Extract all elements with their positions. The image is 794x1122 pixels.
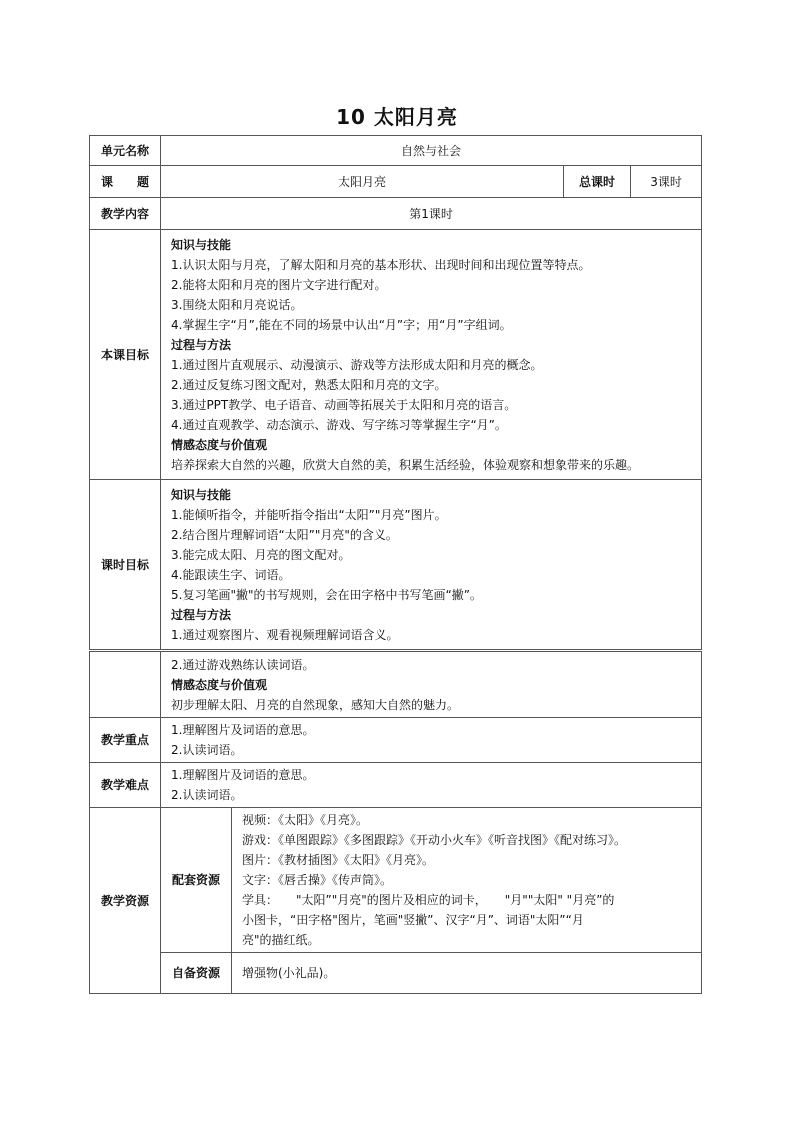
total-hours-value: 3课时 — [631, 166, 702, 198]
supporting-resource-line: 视频：《太阳》《月亮》。 — [242, 813, 369, 827]
lesson-goal-line: 2.结合图片理解词语“太阳”"月亮"的含义。 — [171, 527, 398, 542]
topic-label: 课 题 — [90, 166, 161, 198]
lesson-goal-heading: 知识与技能 — [171, 487, 232, 502]
course-goal-line: 1.通过图片直观展示、动漫演示、游戏等方法形成太阳和月亮的概念。 — [171, 357, 543, 372]
course-goal-line: 3.围绕太阳和月亮说话。 — [171, 297, 303, 312]
course-goal-heading: 情感态度与价值观 — [171, 437, 268, 452]
resources-label: 教学资源 — [90, 808, 161, 994]
course-goal-heading: 过程与方法 — [171, 337, 232, 352]
course-goal-line: 4.掌握生字“月”,能在不同的场景中认出“月”字；用“月”字组词。 — [171, 317, 512, 332]
course-goal-line: 3.通过PPT教学、电子语音、动画等拓展关于太阳和月亮的语言。 — [171, 397, 517, 412]
lesson-goal-heading: 情感态度与价值观 — [171, 677, 268, 692]
supporting-resources-list — [242, 810, 691, 950]
course-goals-label: 本课目标 — [90, 230, 161, 480]
lesson-goal-line: 4.能跟读生字、词语。 — [171, 567, 291, 582]
difficulty-line: 1.理解图片及词语的意思。 — [171, 768, 315, 782]
course-goal-line: 2.能将太阳和月亮的图片文字进行配对。 — [171, 277, 387, 292]
topic-value: 太阳月亮 — [161, 166, 564, 198]
course-goal-line: 4.通过直观教学、动态演示、游戏、写字练习等掌握生字“月”。 — [171, 417, 507, 432]
key-points-content — [161, 718, 702, 763]
course-goals-content — [161, 230, 702, 480]
unit-value: 自然与社会 — [161, 136, 702, 166]
course-goal-line: 2.通过反复练习图文配对，熟悉太阳和月亮的文字。 — [171, 377, 447, 392]
difficulties-label: 教学难点 — [90, 763, 161, 808]
lesson-plan-table-continued — [89, 651, 702, 994]
lesson-goals-continued-list — [171, 655, 691, 715]
difficulties-content — [161, 763, 702, 808]
supporting-resource-line: 文字：《唇舌操》《传声筒》。 — [242, 873, 393, 887]
content-value: 第1课时 — [161, 198, 702, 230]
supporting-resources-label: 配套资源 — [161, 808, 232, 953]
lesson-plan-table — [89, 135, 702, 650]
key-points-list — [171, 720, 691, 760]
content-label: 教学内容 — [90, 198, 161, 230]
key-point-line: 1.理解图片及词语的意思。 — [171, 723, 315, 737]
supporting-resource-line: 图片：《教材插图》《太阳》《月亮》。 — [242, 853, 435, 867]
lesson-goals-list — [171, 485, 691, 645]
supporting-resource-line: 学具： "太阳”"月亮"的图片及相应的词卡， "月""太阳" "月亮”的 — [242, 893, 615, 907]
self-resources-label: 自备资源 — [161, 953, 232, 994]
supporting-resources-content — [232, 808, 702, 953]
lesson-goal-line: 5.复习笔画"撇"的书写规则，会在田字格中书写笔画“撇”。 — [171, 587, 482, 602]
self-resources-value: 增强物(小礼品)。 — [232, 953, 702, 994]
lesson-goals-continued-label — [90, 652, 161, 718]
unit-label: 单元名称 — [90, 136, 161, 166]
key-point-line: 2.认读词语。 — [171, 743, 243, 757]
course-goals-list — [171, 235, 691, 475]
difficulties-list — [171, 765, 691, 805]
course-goal-heading: 知识与技能 — [171, 237, 232, 252]
lesson-goals-continued-content — [161, 652, 702, 718]
lesson-goal-line: 1.通过观察图片、观看视频理解词语含义。 — [171, 627, 399, 642]
lesson-goal-line: 3.能完成太阳、月亮的图文配对。 — [171, 547, 351, 562]
key-points-label: 教学重点 — [90, 718, 161, 763]
supporting-resource-line: 游戏：《单图跟踪》《多图跟踪》《开动小火车》《听音找图》《配对练习》。 — [242, 833, 627, 847]
lesson-goal-line: 1.能倾听指令，并能听指令指出“太阳”"月亮”图片。 — [171, 507, 447, 522]
course-goal-line: 培养探索大自然的兴趣，欣赏大自然的美，积累生活经验，体验观察和想象带来的乐趣。 — [171, 457, 640, 472]
total-hours-label: 总课时 — [564, 166, 631, 198]
lesson-goal-heading: 过程与方法 — [171, 607, 232, 622]
course-goal-line: 1.认识太阳与月亮，了解太阳和月亮的基本形状、出现时间和出现位置等特点。 — [171, 257, 591, 272]
difficulty-line: 2.认读词语。 — [171, 788, 243, 802]
lesson-goal-line: 2.通过游戏熟练认读词语。 — [171, 657, 315, 672]
page-title: 10 太阳月亮 — [336, 105, 458, 129]
supporting-resource-line: 亮"的描红纸。 — [242, 933, 320, 947]
lesson-goal-line: 初步理解太阳、月亮的自然现象，感知大自然的魅力。 — [171, 697, 460, 712]
lesson-goals-label: 课时目标 — [90, 480, 161, 650]
supporting-resource-line: 小图卡，“田字格"图片，笔画"竖撇”、汉字“月”、词语"太阳”“月 — [242, 913, 584, 927]
lesson-goals-content — [161, 480, 702, 650]
